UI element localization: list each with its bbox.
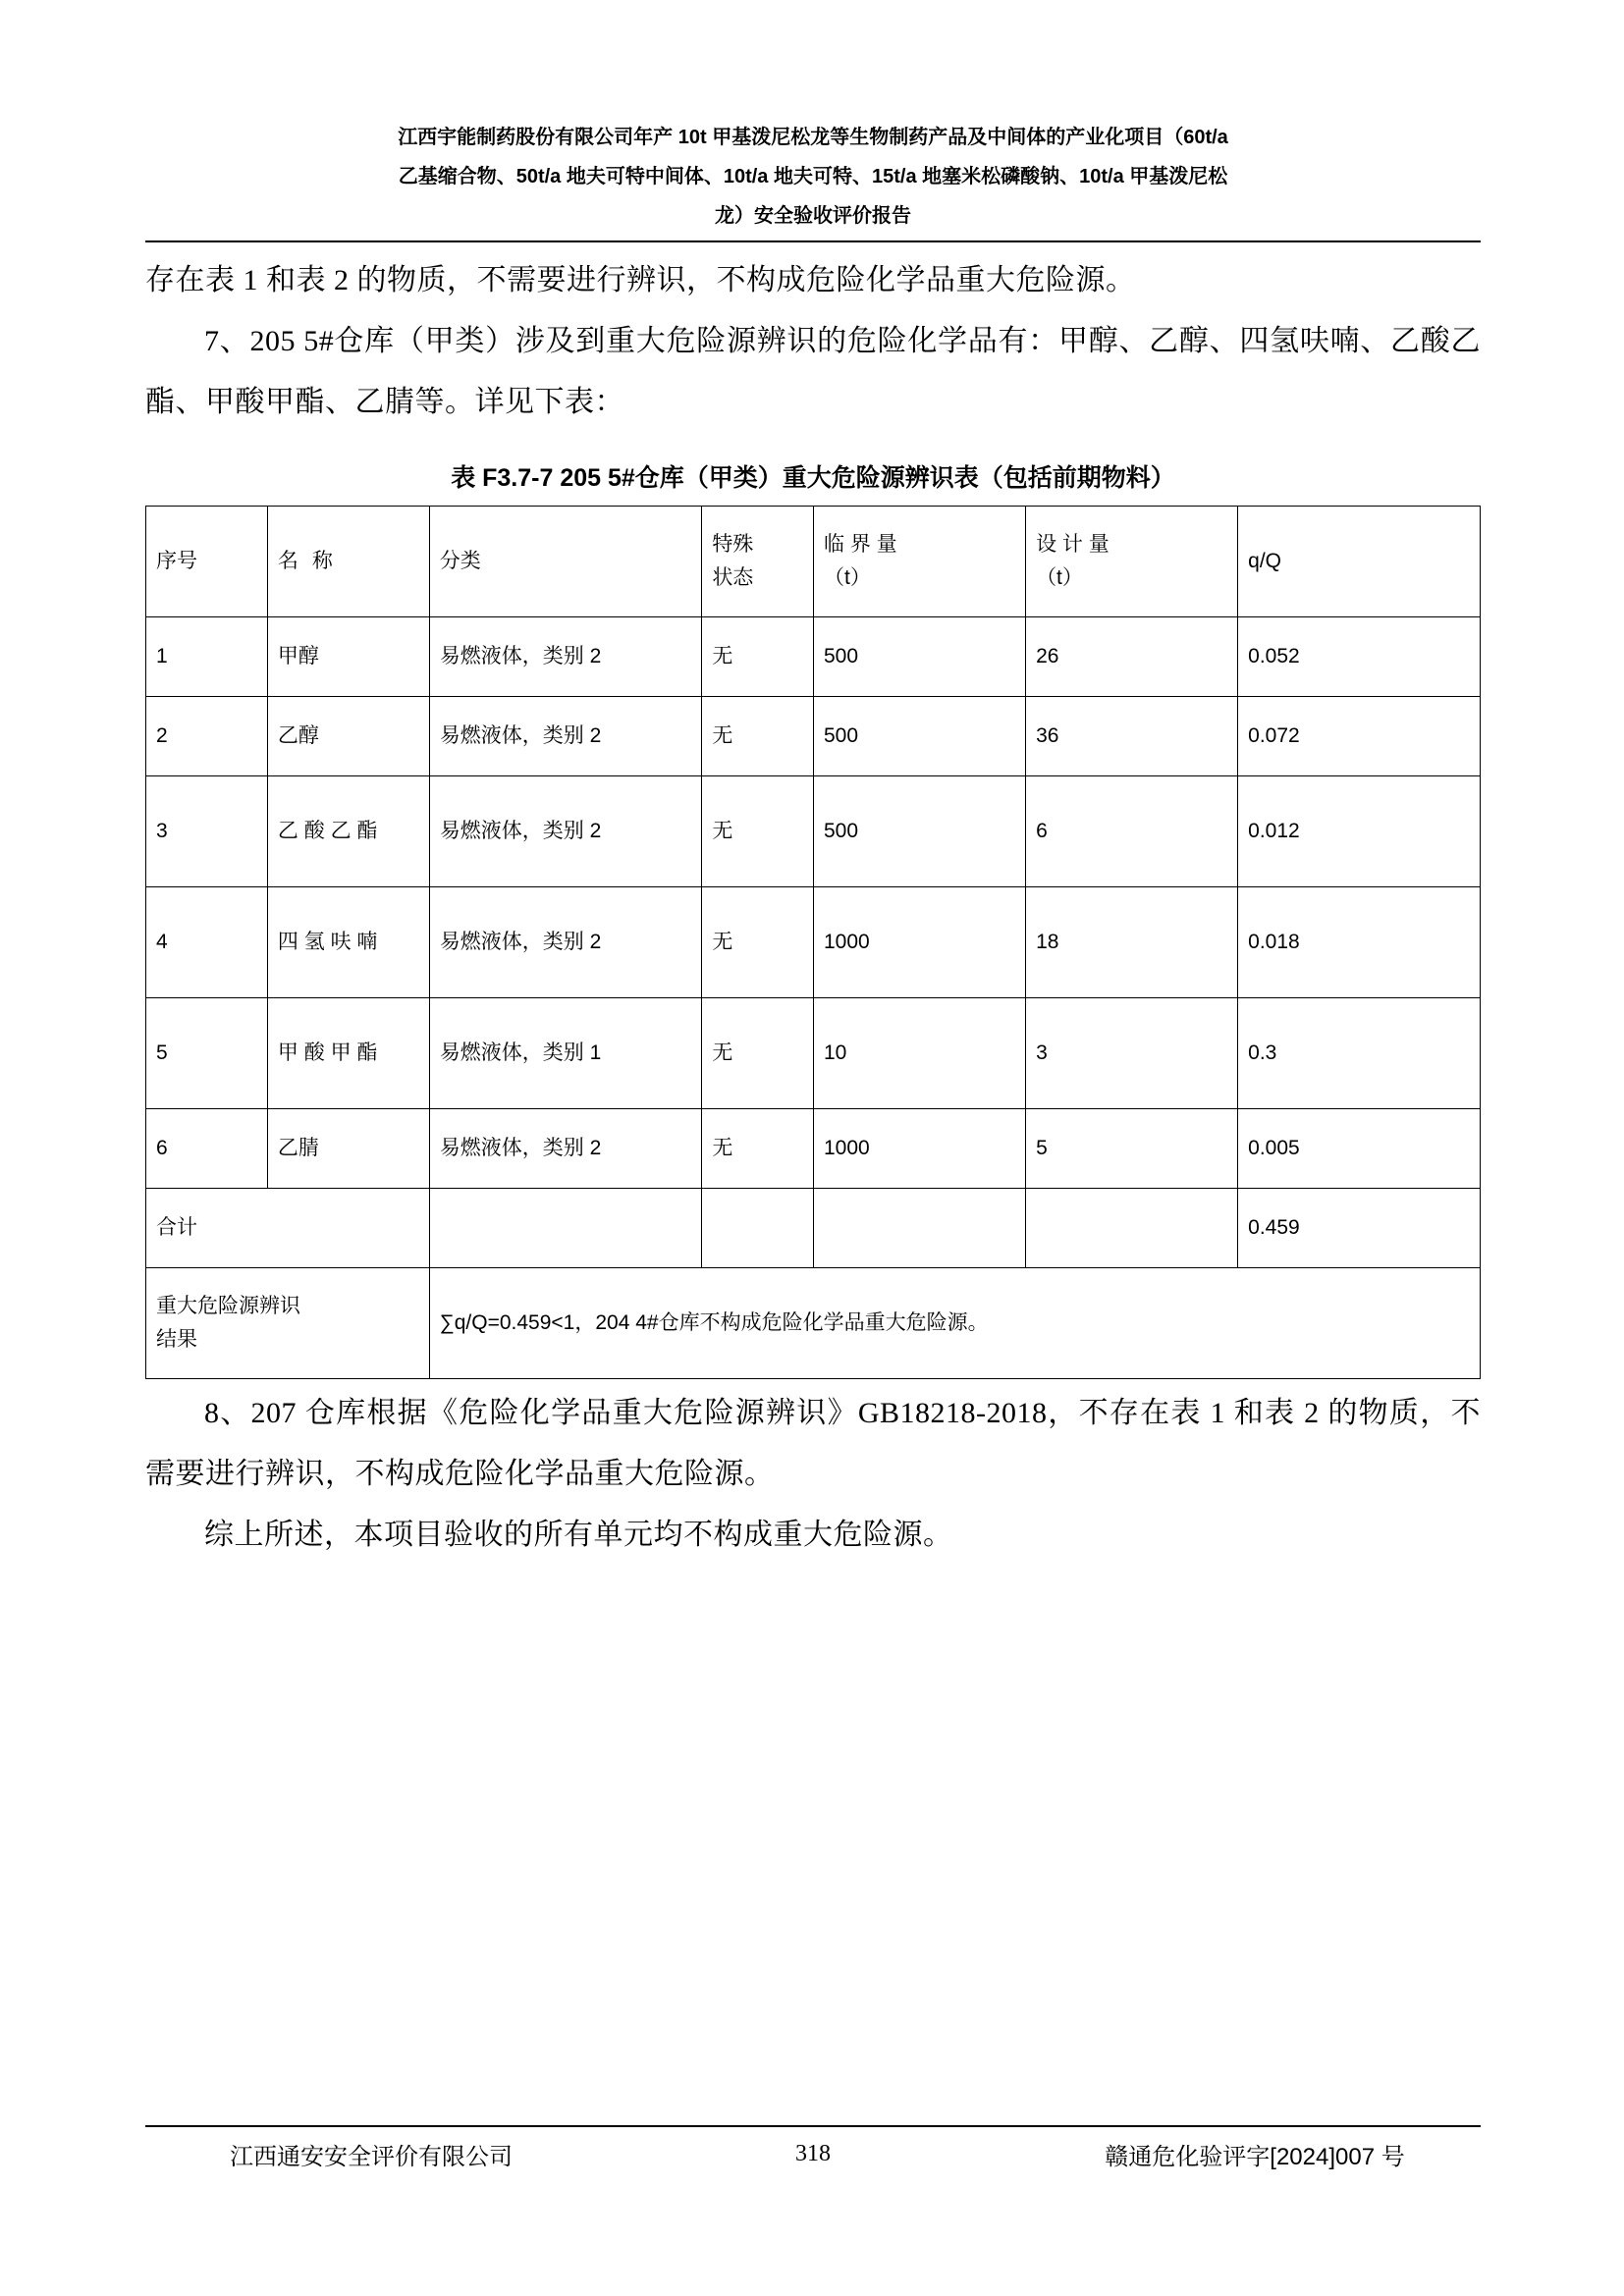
cell-critical: 10 [813,998,1025,1109]
table-row [146,697,1481,776]
header-cell-qq: q/Q [1238,507,1481,617]
cell-total-qq: 0.459 [1238,1189,1481,1268]
footer-page-number: 318 [795,2141,831,2166]
cell-name: 乙 酸 乙 酯 [267,776,429,887]
cell-state: 无 [702,776,814,887]
header-design-line-1: 设 计 量 [1036,533,1110,556]
table-row [146,617,1481,697]
cell-qq: 0.072 [1238,697,1481,776]
header-critical-line-1: 临 界 量 [823,533,897,556]
cell-name: 乙醇 [267,697,429,776]
cell-seq: 4 [146,887,268,998]
cell-name: 四 氢 呋 喃 [267,887,429,998]
cell-seq: 6 [146,1109,268,1189]
cell-total-label: 合计 [146,1189,430,1268]
page-footer [145,2125,1481,2171]
cell-classification: 易燃液体，类别 2 [429,1109,702,1189]
table-caption: 表 F3.7-7 205 5#仓库（甲类）重大危险源辨识表（包括前期物料） [451,464,1175,492]
cell-name: 甲醇 [267,617,429,697]
table-total-row [146,1189,1481,1268]
header-state-line-2: 状态 [712,566,754,589]
cell-state: 无 [702,998,814,1109]
cell-classification: 易燃液体，类别 2 [429,617,702,697]
cell-total-state [702,1189,814,1268]
cell-result-text: ∑q/Q=0.459<1，204 4#仓库不构成危险化学品重大危险源。 [429,1268,1480,1379]
header-name-char-1: 名 [277,550,312,572]
cell-critical: 500 [813,617,1025,697]
cell-critical: 500 [813,776,1025,887]
cell-critical: 500 [813,697,1025,776]
header-divider [145,240,1481,242]
header-line-2: 乙基缩合物、50t/a 地夫可特中间体、10t/a 地夫可特、15t/a 地塞米松磷酸钠、10t/a 甲基泼尼松 [398,166,1228,187]
cell-qq: 0.052 [1238,617,1481,697]
header-design-line-2: （t） [1036,566,1083,589]
footer-company: 江西通安安全评价有限公司 [230,2144,513,2170]
header-line-1: 江西宇能制药股份有限公司年产 10t 甲基泼尼松龙等生物制药产品及中间体的产业化项目（60t/a [398,127,1228,148]
paragraph-item-7: 7、205 5#仓库（甲类）涉及到重大危险源辨识的危险化学品有：甲醇、乙醇、四氢呋喃、乙酸乙酯、甲酸甲酯、乙腈等。详见下表： [145,325,1481,418]
header-line-3: 龙）安全验收评价报告 [715,205,911,227]
cell-state: 无 [702,617,814,697]
cell-seq: 2 [146,697,268,776]
cell-critical: 1000 [813,887,1025,998]
cell-state: 无 [702,1109,814,1189]
cell-qq: 0.005 [1238,1109,1481,1189]
cell-total-classification [429,1189,702,1268]
cell-result-label [146,1268,430,1379]
cell-design: 36 [1026,697,1238,776]
result-label-line-2: 结果 [156,1328,197,1351]
cell-state: 无 [702,887,814,998]
cell-design: 5 [1026,1109,1238,1189]
header-cell-critical [813,507,1025,617]
cell-name: 乙腈 [267,1109,429,1189]
table-row [146,887,1481,998]
cell-total-design [1026,1189,1238,1268]
table-row [146,998,1481,1109]
cell-design: 26 [1026,617,1238,697]
table-row [146,1109,1481,1189]
header-critical-line-2: （t） [823,566,871,589]
page-header [145,118,1481,236]
page-content [145,250,1481,1566]
cell-design: 3 [1026,998,1238,1109]
paragraph-summary: 综上所述，本项目验收的所有单元均不构成重大危险源。 [204,1519,953,1551]
header-state-line-1: 特殊 [712,533,754,556]
table-row [146,776,1481,887]
cell-seq: 1 [146,617,268,697]
result-label-line-1: 重大危险源辨识 [156,1295,300,1317]
cell-qq: 0.018 [1238,887,1481,998]
cell-total-critical [813,1189,1025,1268]
cell-classification: 易燃液体，类别 1 [429,998,702,1109]
footer-doc-number: 赣通危化验评字[2024]007 号 [1105,2144,1405,2170]
cell-state: 无 [702,697,814,776]
cell-critical: 1000 [813,1109,1025,1189]
header-cell-state [702,507,814,617]
header-cell-name [267,507,429,617]
header-cell-seq: 序号 [146,507,268,617]
header-cell-classification: 分类 [429,507,702,617]
table-header-row [146,507,1481,617]
cell-design: 18 [1026,887,1238,998]
header-name-char-2: 称 [311,550,333,572]
header-cell-design [1026,507,1238,617]
cell-classification: 易燃液体，类别 2 [429,776,702,887]
table-result-row [146,1268,1481,1379]
cell-classification: 易燃液体，类别 2 [429,697,702,776]
cell-qq: 0.012 [1238,776,1481,887]
cell-classification: 易燃液体，类别 2 [429,887,702,998]
cell-qq: 0.3 [1238,998,1481,1109]
paragraph-item-8: 8、207 仓库根据《危险化学品重大危险源辨识》GB18218-2018，不存在表 1 和表 2 的物质，不需要进行辨识，不构成危险化学品重大危险源。 [145,1397,1481,1490]
hazard-identification-table [145,506,1481,1379]
cell-seq: 3 [146,776,268,887]
cell-design: 6 [1026,776,1238,887]
paragraph-top: 存在表 1 和表 2 的物质，不需要进行辨识，不构成危险化学品重大危险源。 [145,264,1136,296]
cell-name: 甲 酸 甲 酯 [267,998,429,1109]
cell-seq: 5 [146,998,268,1109]
